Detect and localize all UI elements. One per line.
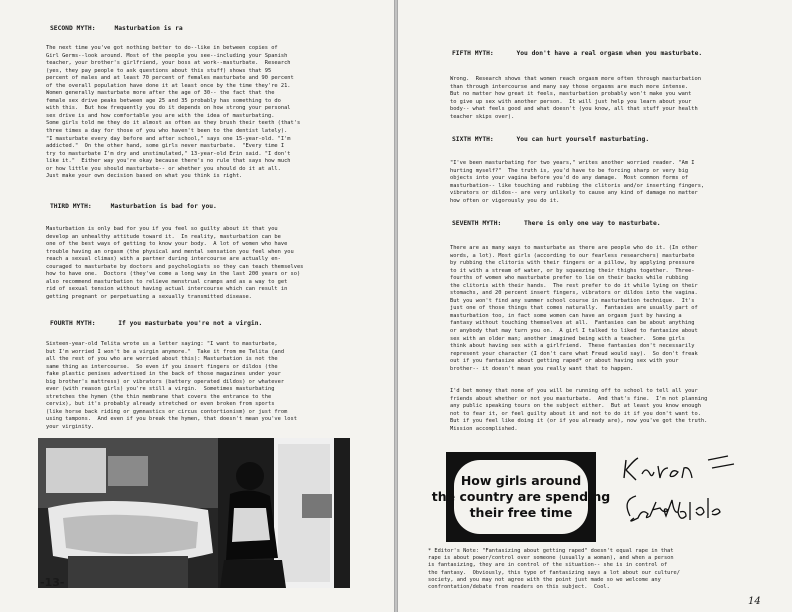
closing-paragraph: I'd bet money that none of you will be running off to school to tell all your friends about whether or not you masturbate. And that's fine. I'm not planning any public speaking tours on the subject either. But at least you know enough not to fear it, or feel guilty about it and not to do it if you don't want to. But if you feel like doing it (or if you already are), now you've got the truth. Mission accomplished. bbox=[450, 388, 708, 432]
myth2-heading-text: Masturbation is ra bbox=[114, 25, 183, 32]
myth7-heading bbox=[452, 220, 661, 227]
myth5-paragraph: Wrong. Research shows that women reach orgasm more often through masturbation than through intercourse and many say those orgasms are much more intense. But no matter how great it feels, masturbation probably won't make you want to give up sex with another person. It will just help you learn about your body-- what feels good and what doesn't (you know, all that stuff your health teacher skips over). bbox=[450, 76, 701, 120]
free-time-clipping bbox=[431, 452, 611, 542]
clipping-line-1: How girls around bbox=[460, 473, 582, 488]
clipping-line-3: their free time bbox=[469, 505, 573, 520]
bathroom-photo-image bbox=[38, 438, 350, 588]
myth4-paragraph: Sixteen-year-old Telita wrote us a letter saying: "I want to masturbate, but I'm worried I won't be a virgin anymore." Take it from me Telita (and all the rest of you who are worried about this): Masturbation is not the same thing as intercourse. So even if you insert fingers or dildos (the fake plastic penises advertised in the back of those magazines under your big brother's mattress) or vibrators (battery operated dildos) or whatever ever (with reason girls) you're still a virgin. Sometimes masturbating stretches the hymen (the thin membrane that covers the entrance to the cervix), but it's probably already stretched or even broken from sports (like horse back riding or gymnastics or circus contortionism) or just from using tampons. And even if you break the hymen, that doesn't mean you've lost your virginity. bbox=[46, 341, 297, 431]
myth3-heading bbox=[50, 203, 217, 210]
page-number-right: 14 bbox=[748, 596, 761, 607]
myth6-heading-text: You can hurt yourself masturbating. bbox=[516, 136, 650, 143]
myth6-heading-label: SIXTH MYTH: bbox=[452, 136, 494, 143]
handwritten-signature bbox=[620, 454, 740, 544]
myth3-heading-text: Masturbation is bad for you. bbox=[110, 203, 217, 210]
myth6-paragraph: "I've been masturbating for two years," writes another worried reader. "Am I hurting myself?" The truth is, you'd have to be forcing sharp or very big objects into your vagina before you'd do any damage. Most common forms of masturbation-- like touching and rubbing the clitoris and/or inserting fingers, vibrators or dildos-- are very unlikely to cause any kind of damage no matter how often or vigorously you do it. bbox=[450, 160, 705, 204]
myth7-heading-label: SEVENTH MYTH: bbox=[452, 220, 502, 227]
myth3-heading-label: THIRD MYTH: bbox=[50, 203, 92, 210]
myth4-heading-text: If you masturbate you're not a virgin. bbox=[118, 320, 263, 327]
left-page bbox=[0, 0, 394, 612]
myth6-heading bbox=[452, 136, 649, 143]
myth4-heading-label: FOURTH MYTH: bbox=[50, 320, 96, 327]
page-number-left: -13- bbox=[40, 576, 65, 589]
myth5-heading-text: You don't have a real orgasm when you masturbate. bbox=[516, 50, 703, 57]
editors-note: * Editor's Note: "Fantasizing about getting raped" doesn't equal rape in that rape is about power/control over someone (usually a woman), and when a person is fantasizing, they are in control of the situation-- she is in control of the fantasy. Obviously, this type of fantasizing says a lot about our culture/ society, and you may not agree with the point just made so we welcome any confrontation/debate from readers on this subject. Cool. bbox=[428, 548, 680, 591]
myth2-paragraph: The next time you've got nothing better to do--like in between copies of Girl Germs--look around. Most of the people you see--including your Spanish teacher, your brother's girlfriend, your boss at work--masturbate. Research (yes, they pay people to ask questions about this stuff) shows that 95 percent of males and at least 70 percent of females masturbate and 90 percent of the overall population have done it at least once by the time they're 21. Women generally masturbate more after the age of 30-- the fact that the female sex drive peaks between age 25 and 35 probably has something to do with this. But how frequently you do it depends on how strong your personal sex drive is and how comfortable you are with the idea of masturbating. Some girls told me they do it almost as often as they brush their teeth (that's three times a day for those of you who haven't been to the dentist lately). "I masturbate every day before and after school," says one 15-year-old. "I'm addicted." On the other hand, some girls never masturbate. "Every time I try to masturbate I'm dry and unstimulated," 13-year-old Erin said. "I don't like it." Either way you're okay because there's no rule that says how much or how little you should masturbate-- or whether you should do it at all. Just make your own decision based on what you think is right. bbox=[46, 45, 301, 180]
myth7-heading-text: There is only one way to masturbate. bbox=[524, 220, 661, 227]
myth4-heading bbox=[50, 320, 262, 327]
clipping-banner bbox=[431, 460, 611, 534]
myth5-heading-label: FIFTH MYTH: bbox=[452, 50, 494, 57]
clipping-line-2: the country are spending bbox=[431, 489, 611, 504]
right-page bbox=[398, 0, 792, 612]
myth2-heading bbox=[50, 25, 183, 32]
myth7-paragraph: There are as many ways to masturbate as there are people who do it. (In other words, a lot). Most girls (according to our fearless researchers) masturbate by rubbing the clitoris with their fingers or a pillow, by applying pressure to it with a stream of water, or by squeezing their thighs together. Three- fourths of women who masturbate prefer to lie on their backs while rubbing the clitoris with their hands. The rest prefer to do it while lying on their stomachs, and 20 percent insert fingers, vibrators or dildos into the vagina. But you won't find any summer school course in masturbation technique. It's just one of those things that comes naturally. Fantasies are usually part of masturbation too, in fact some women can have an orgasm just by having a fantasy without touching themselves at all. Fantasies can be about anything or anybody that may turn you on. A girl I talked to liked to fantasize about sex with an older man; another imagined being with a teacher. Some girls think about having sex with a girlfriend. These fantasies don't necessarily represent your character (I don't care what Freud would say). So don't freak out if you fantasize about getting raped* or about having sex with your brother-- it doesn't mean you really want that to happen. bbox=[450, 245, 698, 372]
bathroom-photo bbox=[38, 438, 350, 588]
myth3-paragraph: Masturbation is only bad for you if you feel so guilty about it that you develop an unhealthy attitude toward it. In reality, masturbation can be one of the best ways of getting to know your body. A lot of women who have trouble having an orgasm (the physical and mental sensation you feel when you reach a sexual climax) with a partner during intercourse are actually en- couraged to masturbate by doctors and psychologists so they can teach themselves how to have one. Doctors (they've come a long way in the last 200 years or so) also recommend masturbation to relieve menstrual cramps and as a way to get rid of sexual tension without having actual intercourse which can result in getting pregnant or perpetuating a sexually transmitted disease. bbox=[46, 226, 304, 300]
myth5-heading bbox=[452, 50, 702, 57]
myth2-heading-label: SECOND MYTH: bbox=[50, 25, 96, 32]
